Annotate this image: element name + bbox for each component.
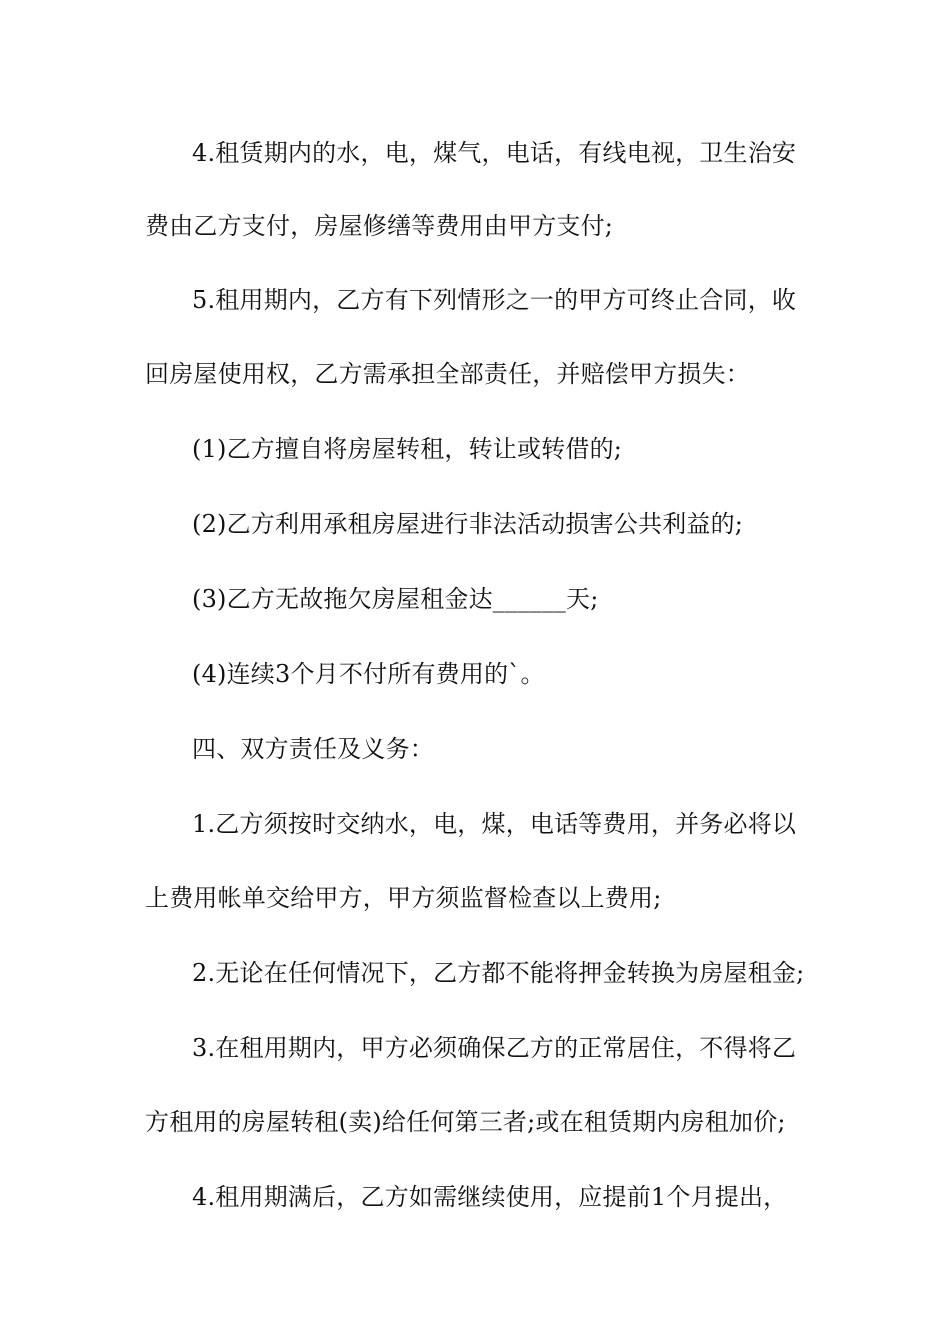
clause-5-line-2: 回房屋使用权，乙方需承担全部责任，并赔偿甲方损失： (145, 360, 750, 388)
section-heading: 四、双方责任及义务： (192, 735, 434, 763)
duty-1-line-2: 上费用帐单交给甲方，甲方须监督检查以上费用; (145, 884, 662, 912)
clause-4-line-2: 费由乙方支付，房屋修缮等费用由甲方支付; (145, 212, 614, 240)
sub-item-3: (3)乙方无故拖欠房屋租金达______天; (192, 585, 599, 613)
sub-item-2: (2)乙方利用承租房屋进行非法活动损害公共利益的; (192, 510, 744, 538)
duty-3-line-1: 3.在租用期内，甲方必须确保乙方的正常居住，不得将乙 (192, 1034, 797, 1062)
clause-4-line-1: 4.租赁期内的水，电，煤气，电话，有线电视，卫生治安 (192, 139, 797, 167)
duty-1-line-1: 1.乙方须按时交纳水，电，煤，电话等费用，并务必将以 (192, 810, 797, 838)
duty-4-line-1: 4.租用期满后，乙方如需继续使用，应提前1个月提出， (192, 1183, 788, 1211)
sub-item-1: (1)乙方擅自将房屋转租，转让或转借的; (192, 435, 623, 463)
duty-2: 2.无论在任何情况下，乙方都不能将押金转换为房屋租金; (192, 959, 805, 987)
clause-5-line-1: 5.租用期内，乙方有下列情形之一的甲方可终止合同，收 (192, 286, 797, 314)
duty-3-line-2: 方租用的房屋转租(卖)给任何第三者;或在租赁期内房租加价; (145, 1108, 786, 1136)
sub-item-4: (4)连续3个月不付所有费用的`。 (192, 660, 545, 688)
